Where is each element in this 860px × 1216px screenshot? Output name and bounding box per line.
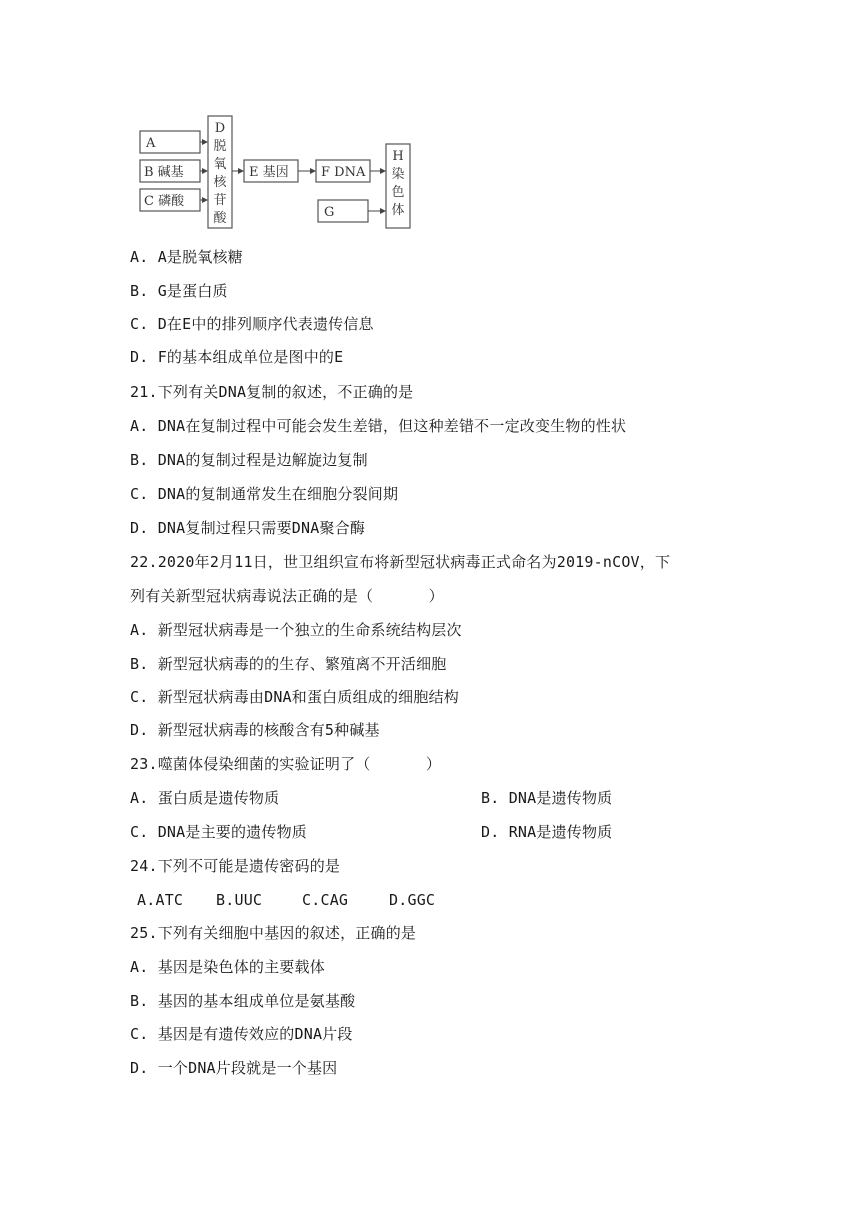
q22-option-b: B. 新型冠状病毒的的生存、繁殖离不开活细胞 <box>130 655 447 673</box>
dna-structure-diagram <box>136 114 416 232</box>
box-c-label: C 磷酸 <box>144 194 185 209</box>
box-d-label-1: 脱 <box>213 139 227 154</box>
box-d-label-3: 核 <box>213 175 227 190</box>
q23-stem: 23.噬菌体侵染细菌的实验证明了（ ） <box>130 755 442 773</box>
box-d-label-0: D <box>214 121 226 136</box>
q22-stem-line2: 列有关新型冠状病毒说法正确的是（ ） <box>130 587 444 605</box>
q20-option-c: C. D在E中的排列顺序代表遗传信息 <box>130 315 374 333</box>
box-h-label-1: 染 <box>391 167 405 182</box>
q21-option-d: D. DNA复制过程只需要DNA聚合酶 <box>130 519 366 537</box>
q21-option-b: B. DNA的复制过程是边解旋边复制 <box>130 451 368 469</box>
box-h-label-2: 色 <box>391 185 405 200</box>
q24-option-a: A.ATC <box>137 891 184 909</box>
q25-option-d: D. 一个DNA片段就是一个基因 <box>130 1059 338 1077</box>
q22-stem-line1: 22.2020年2月11日，世卫组织宣布将新型冠状病毒正式命名为2019-nCOV，下 <box>130 553 671 571</box>
q21-option-c: C. DNA的复制通常发生在细胞分裂间期 <box>130 485 399 503</box>
q23-option-a: A. 蛋白质是遗传物质 <box>130 789 280 807</box>
q23-option-c: C. DNA是主要的遗传物质 <box>130 823 307 841</box>
q21-stem: 21.下列有关DNA复制的叙述，不正确的是 <box>130 383 414 401</box>
q23-option-b: B. DNA是遗传物质 <box>481 789 613 807</box>
q22-option-a: A. 新型冠状病毒是一个独立的生命系统结构层次 <box>130 621 462 639</box>
box-h-label-0: H <box>392 149 404 164</box>
q25-option-a: A. 基因是染色体的主要载体 <box>130 958 325 976</box>
box-a-label: A <box>146 136 156 151</box>
box-b-label: B 碱基 <box>144 165 184 180</box>
box-d-label-4: 苷 <box>213 193 227 208</box>
q24-option-b: B.UUC <box>216 891 263 909</box>
q25-option-b: B. 基因的基本组成单位是氨基酸 <box>130 992 356 1010</box>
q23-option-d: D. RNA是遗传物质 <box>481 823 613 841</box>
box-d-label-2: 氧 <box>213 157 227 172</box>
q25-stem: 25.下列有关细胞中基因的叙述，正确的是 <box>130 924 417 942</box>
q25-option-c: C. 基因是有遗传效应的DNA片段 <box>130 1025 353 1043</box>
q24-stem: 24.下列不可能是遗传密码的是 <box>130 857 341 875</box>
box-e-label: E 基因 <box>249 165 289 180</box>
q22-option-c: C. 新型冠状病毒由DNA和蛋白质组成的细胞结构 <box>130 688 459 706</box>
q20-option-a: A. A是脱氧核糖 <box>130 248 243 266</box>
q24-option-d: D.GGC <box>389 891 436 909</box>
q20-option-d: D. F的基本组成单位是图中的E <box>130 348 344 366</box>
q22-option-d: D. 新型冠状病毒的核酸含有5种碱基 <box>130 721 380 739</box>
diagram-svg <box>136 114 416 232</box>
box-d-label-5: 酸 <box>213 211 227 226</box>
box-h-label-3: 体 <box>391 203 405 218</box>
q24-option-c: C.CAG <box>302 891 349 909</box>
q20-option-b: B. G是蛋白质 <box>130 282 228 300</box>
box-f-label: F DNA <box>321 165 366 180</box>
box-g-label: G <box>324 205 335 220</box>
q21-option-a: A. DNA在复制过程中可能会发生差错，但这种差错不一定改变生物的性状 <box>130 417 627 435</box>
